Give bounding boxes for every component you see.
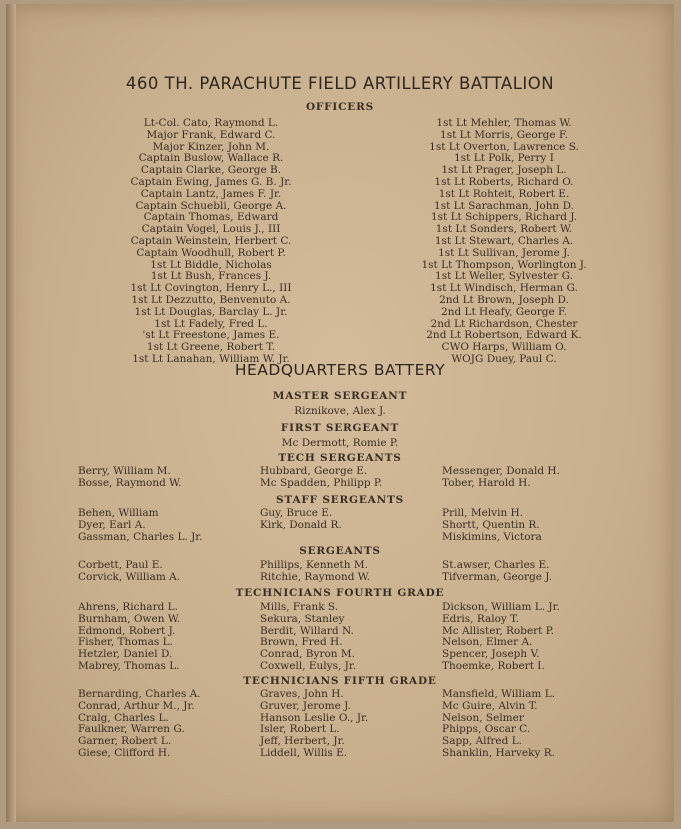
roster-name: Tifverman, George J. <box>442 570 553 583</box>
officers-heading: OFFICERS <box>305 101 375 113</box>
roster-name: Nelson, Selmer <box>442 711 524 724</box>
tech-fifth-col-3 <box>442 689 555 760</box>
roster-name: Spencer, Joseph V. <box>442 648 540 661</box>
roster-name: 1st Lt Windisch, Herman G. <box>430 282 578 295</box>
roster-name: Captain Thomas, Edward <box>143 211 279 224</box>
roster-name: 1st Lt Mehler, Thomas W. <box>436 117 572 129</box>
roster-name: Phipps, Oscar C. <box>442 723 531 736</box>
roster-name: Ahrens, Richard L. <box>78 601 178 613</box>
roster-name: 'st Lt Freestone, James E. <box>142 329 280 342</box>
roster-name: 1st Lt Thompson, Worlington J. <box>421 258 587 271</box>
roster-name: Hubbard, George E. <box>260 465 368 477</box>
roster-name: Miskimins, Victora <box>442 530 542 543</box>
roster-name: Bosse, Raymond W. <box>78 476 182 489</box>
roster-name: Hetzler, Daniel D. <box>78 648 173 661</box>
roster-name: WOJG Duey, Paul C. <box>451 352 557 365</box>
roster-name: 1st Lt Biddle, Nicholas <box>150 258 272 271</box>
roster-name: 2nd Lt Richardson, Chester <box>430 317 578 330</box>
roster-name: 1st Lt Morris, George F. <box>440 128 568 141</box>
roster-name: Berdit, Willard N. <box>260 624 354 637</box>
roster-name: Mc Allister, Robert P. <box>442 624 555 637</box>
roster-name: Shortt, Quentin R. <box>442 518 540 531</box>
roster-name: 1st Lt Lanahan, William W. Jr. <box>132 352 290 365</box>
roster-name: Captain Lantz, James F. Jr. <box>140 187 282 200</box>
roster-name: Dyer, Earl A. <box>78 518 146 531</box>
roster-name: Captain Buslow, Wallace R. <box>138 152 284 165</box>
tech-sergeants-heading: TECH SERGEANTS <box>278 452 402 464</box>
roster-name: Phillips, Kenneth M. <box>260 559 368 571</box>
roster-name: Jeff, Herbert, Jr. <box>260 735 345 748</box>
roster-name: Messenger, Donald H. <box>442 465 560 477</box>
roster-name: Kirk, Donald R. <box>260 518 342 531</box>
roster-name: Sapp, Alfred L. <box>442 735 523 748</box>
first-sergeant-heading: FIRST SERGEANT <box>280 422 400 434</box>
roster-name: 1st Lt Sarachman, John D. <box>434 199 574 212</box>
roster-name: Behen, William <box>78 507 159 519</box>
roster-name: 1st Lt Overton, Lawrence S. <box>429 140 579 153</box>
roster-name: 1st Lt Douglas, Barclay L. Jr. <box>134 305 288 318</box>
roster-name: Dickson, William L. Jr. <box>442 601 560 613</box>
roster-name: Mills, Frank S. <box>260 601 339 613</box>
roster-name: Bernarding, Charles A. <box>78 688 201 700</box>
master-sergeant-heading: MASTER SERGEANT <box>272 390 408 402</box>
officers-right-column <box>354 118 654 366</box>
roster-name: Coxwell, Eulys, Jr. <box>260 659 357 672</box>
roster-name: Graves, John H. <box>260 688 344 700</box>
battalion-title: 460 TH. PARACHUTE FIELD ARTILLERY BATTALION <box>125 74 555 93</box>
roster-name: 1st Lt Polk, Perry I <box>454 152 554 165</box>
roster-name: Mabrey, Thomas L. <box>78 659 180 672</box>
sergeants-col-3 <box>442 560 552 584</box>
roster-name: Garner, Robert L. <box>78 735 172 748</box>
tech-fourth-col-1 <box>78 602 180 673</box>
roster-name: Lt-Col. Cato, Raymond L. <box>143 117 279 129</box>
roster-name: Shanklin, Harveky R. <box>442 746 555 759</box>
roster-name: Major Kinzer, John M. <box>152 140 270 153</box>
roster-name: Isler, Robert L. <box>260 723 340 736</box>
roster-page <box>6 4 674 822</box>
roster-name: Ritchie, Raymond W. <box>260 570 371 583</box>
tech-fourth-heading: TECHNICIANS FOURTH GRADE <box>235 587 445 599</box>
roster-name: Captain Schuebli, George A. <box>135 199 287 212</box>
tech-fourth-col-2 <box>260 602 356 673</box>
roster-name: 1st Lt Stewart, Charles A. <box>434 234 574 247</box>
tech-sergeants-col-2 <box>260 466 382 490</box>
roster-name: CWO Harps, William O. <box>441 341 567 354</box>
roster-name: Edmond, Robert J. <box>78 624 176 637</box>
roster-name: 1st Lt Rohteit, Robert E. <box>438 187 570 200</box>
roster-name: Faulkner, Warren G. <box>78 723 185 736</box>
roster-name: 1st Lt Roberts, Richard O. <box>434 175 574 188</box>
master-sergeant-name: Riznikove, Alex J. <box>294 405 386 417</box>
roster-name: Tober, Harold H. <box>442 476 531 489</box>
roster-name: Prill, Melvin H. <box>442 507 524 519</box>
roster-name: Giese, Clifford H. <box>78 746 171 759</box>
staff-sergeants-col-2 <box>260 508 342 532</box>
tech-sergeants-col-3 <box>442 466 560 490</box>
tech-fifth-heading: TECHNICIANS FIFTH GRADE <box>243 675 437 687</box>
roster-name: Conrad, Arthur M., Jr. <box>78 699 195 712</box>
roster-name: 2nd Lt Brown, Joseph D. <box>439 293 569 306</box>
roster-name: Fisher, Thomas L. <box>78 636 173 649</box>
roster-name: 1st Lt Fadely, Fred L. <box>154 317 268 330</box>
roster-name: Captain Weinstein, Herbert C. <box>130 234 292 247</box>
tech-sergeants-col-1 <box>78 466 181 490</box>
roster-name: Captain Clarke, George B. <box>140 164 282 177</box>
tech-fifth-col-1 <box>78 689 201 760</box>
roster-name: Captain Ewing, James G. B. Jr. <box>130 175 292 188</box>
roster-name: 1st Lt Bush, Frances J. <box>150 270 272 283</box>
staff-sergeants-col-3 <box>442 508 542 543</box>
staff-sergeants-heading: STAFF SERGEANTS <box>276 494 404 506</box>
roster-name: Conrad, Byron M. <box>260 648 355 661</box>
roster-name: Major Frank, Edward C. <box>146 128 276 141</box>
roster-name: 2nd Lt Heafy, George F. <box>441 305 567 318</box>
roster-name: St.awser, Charles E. <box>442 559 550 571</box>
roster-name: Edris, Raloy T. <box>442 612 519 625</box>
roster-name: Corvick, William A. <box>78 570 181 583</box>
roster-name: Burnham, Owen W. <box>78 612 181 625</box>
roster-name: 1st Lt Greene, Robert T. <box>146 341 276 354</box>
roster-name: Hanson Leslie O., Jr. <box>260 711 369 724</box>
tech-fifth-col-2 <box>260 689 368 760</box>
roster-name: Gassman, Charles L. Jr. <box>78 530 203 543</box>
roster-name: Captain Vogel, Louis J., III <box>141 223 281 236</box>
roster-name: 1st Lt Weller, Sylvester G. <box>435 270 573 283</box>
roster-name: Mansfield, William L. <box>442 688 556 700</box>
roster-name: 1st Lt Covington, Henry L., III <box>130 282 292 295</box>
roster-name: 1st Lt Sullivan, Jerome J. <box>438 246 570 259</box>
roster-name: Corbett, Paul E. <box>78 559 163 571</box>
roster-name: Cralg, Charles L. <box>78 711 169 724</box>
roster-name: 1st Lt Dezzutto, Benvenuto A. <box>131 293 291 306</box>
officers-left-column <box>61 118 361 366</box>
sergeants-col-1 <box>78 560 180 584</box>
roster-name: Gruver, Jerome J. <box>260 699 351 712</box>
roster-name: Guy, Bruce E. <box>260 507 333 519</box>
roster-name: Captain Woodhull, Robert P. <box>136 246 286 259</box>
roster-name: 1st Lt Prager, Joseph L. <box>441 164 567 177</box>
roster-name: Brown, Fred H. <box>260 636 343 649</box>
roster-name: 2nd Lt Robertson, Edward K. <box>426 329 582 342</box>
sergeants-col-2 <box>260 560 370 584</box>
roster-name: Berry, William M. <box>78 465 171 477</box>
roster-name: 1st Lt Schippers, Richard J. <box>430 211 578 224</box>
staff-sergeants-col-1 <box>78 508 203 543</box>
roster-name: 1st Lt Sonders, Robert W. <box>435 223 573 236</box>
roster-name: Mc Guire, Alvin T. <box>442 699 538 712</box>
roster-name: Nelson, Elmer A. <box>442 636 533 649</box>
roster-name: Liddell, Willis E. <box>260 746 348 759</box>
roster-name: Mc Spadden, Philipp P. <box>260 476 383 489</box>
roster-name: Thoemke, Robert I. <box>442 659 545 672</box>
sergeants-heading: SERGEANTS <box>299 545 381 557</box>
roster-name: Sekura, Stanley <box>260 612 345 625</box>
first-sergeant-name: Mc Dermott, Romie P. <box>281 437 399 449</box>
tech-fourth-col-3 <box>442 602 560 673</box>
headquarters-battery-title: HEADQUARTERS BATTERY <box>234 361 446 379</box>
